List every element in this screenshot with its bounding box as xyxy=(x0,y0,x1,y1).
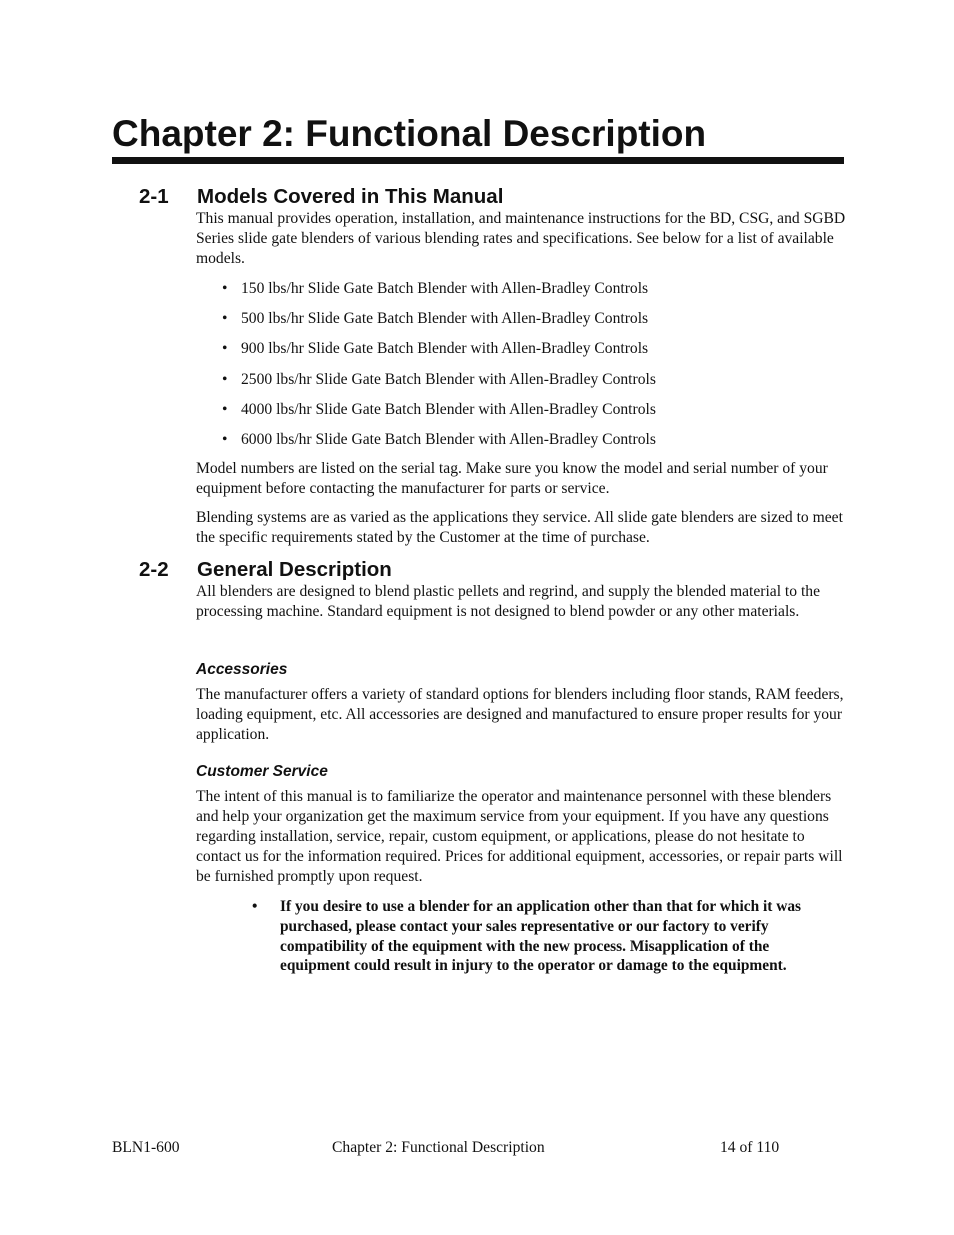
title-rule xyxy=(112,157,844,164)
section-number: 2-2 xyxy=(139,558,169,581)
accessories-paragraph: The manufacturer offers a variety of standard options for blenders including floor stands, RAM feeders, loading equipment, etc. All accessories are designed and manufactured to ensure proper results for your application. xyxy=(196,686,844,743)
list-item: • 500 lbs/hr Slide Gate Batch Blender with Allen-Bradley Controls xyxy=(222,310,649,328)
list-item: • 150 lbs/hr Slide Gate Batch Blender with Allen-Bradley Controls xyxy=(222,280,649,297)
section-number: 2-1 xyxy=(139,185,169,208)
bullet-icon: • xyxy=(222,400,228,418)
list-item: • 900 lbs/hr Slide Gate Batch Blender with Allen-Bradley Controls xyxy=(222,340,649,358)
footer-chapter: Chapter 2: Functional Description xyxy=(332,1139,545,1156)
section-title: Models Covered in This Manual xyxy=(197,185,504,208)
list-item: • 2500 lbs/hr Slide Gate Batch Blender with Allen-Bradley Controls xyxy=(222,370,656,388)
section-title: General Description xyxy=(197,558,392,581)
blending-systems-paragraph: Blending systems are as varied as the applications they service. All slide gate blenders are sized to meet the specific requirements stated by the Customer at the time of purchase. xyxy=(196,509,843,546)
section-2-2-heading xyxy=(139,558,392,582)
serial-tag-paragraph: Model numbers are listed on the serial tag. Make sure you know the model and serial number of your equipment before contacting the manufacturer for parts or service. xyxy=(196,460,828,497)
bullet-icon: • xyxy=(222,340,228,358)
warning-text: If you desire to use a blender for an application other than that for which it was purchased, please contact your sales representative or our factory to verify compatibility of the equipment with the new process. Misapplication of the equipment could result in injury to the operator or damage to the equipment. xyxy=(280,898,802,975)
section-2-2-intro: All blenders are designed to blend plastic pellets and regrind, and supply the blended material to the processing machine. Standard equipment is not designed to blend powder or any other materials. xyxy=(196,583,821,620)
bullet-icon: • xyxy=(222,310,228,328)
bullet-icon: • xyxy=(222,370,228,388)
section-2-1-heading xyxy=(139,185,503,209)
chapter-title: Chapter 2: Functional Description xyxy=(112,113,707,154)
footer-page-number: 14 of 110 xyxy=(720,1139,780,1156)
bullet-icon: • xyxy=(222,280,228,297)
customer-service-heading: Customer Service xyxy=(196,763,328,780)
bullet-icon: • xyxy=(222,430,228,448)
section-2-1-intro: This manual provides operation, installation, and maintenance instructions for the BD, CSG, and SGBD Series slide gate blenders of various blending rates and specifications. See below for a list of available models. xyxy=(196,210,846,267)
models-list xyxy=(222,279,656,460)
bullet-icon: • xyxy=(252,898,258,915)
accessories-heading: Accessories xyxy=(196,661,288,678)
list-item: • 6000 lbs/hr Slide Gate Batch Blender with Allen-Bradley Controls xyxy=(222,430,656,448)
customer-service-paragraph: The intent of this manual is to familiarize the operator and maintenance personnel with these blenders and help your organization get the maximum service from your equipment. If you have any questions regarding installation, service, repair, custom equipment, or applications, please do not hesitate to contact us for the information required. Prices for additional equipment, accessories, or repair parts will be furnished promptly upon request. xyxy=(196,788,843,885)
list-item: • 4000 lbs/hr Slide Gate Batch Blender with Allen-Bradley Controls xyxy=(222,400,656,418)
footer-doc-id: BLN1-600 xyxy=(112,1139,180,1156)
